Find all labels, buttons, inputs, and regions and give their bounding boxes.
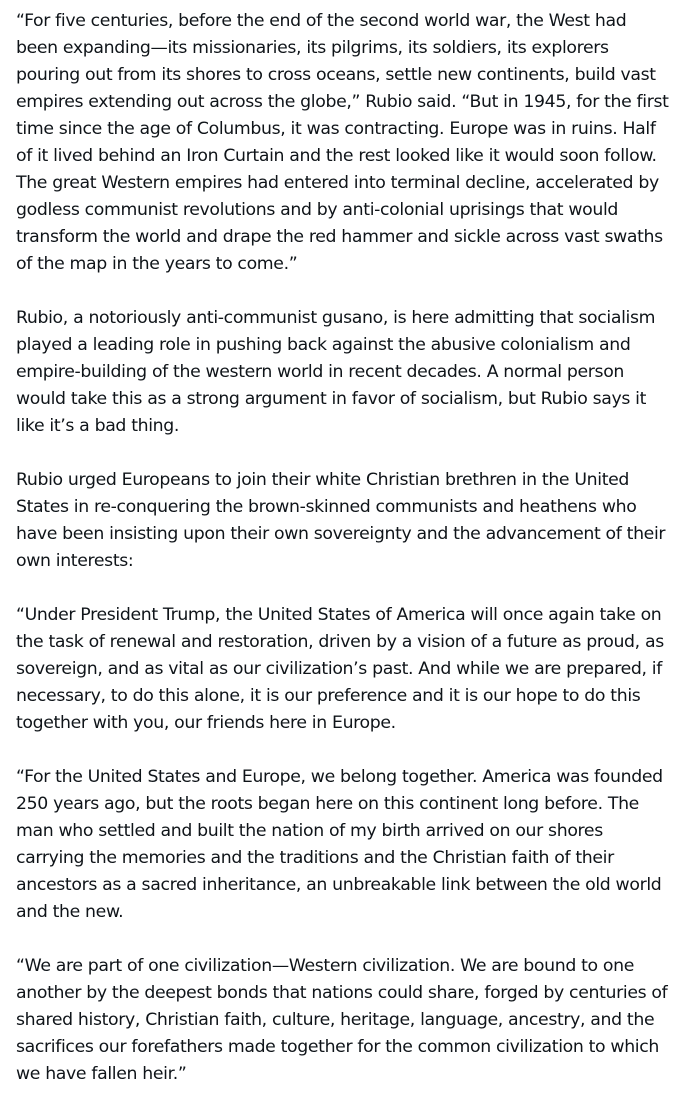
post-paragraph-3: Rubio urged Europeans to join their white Christian brethren in the United States in re-conquering the brown-skinned communists and heathens who have been insisting upon their own sovereignty and the advancement of their own interests: — [16, 470, 666, 571]
post-paragraph-6: “We are part of one civilization—Western civilization. We are bound to one another by the deepest bonds that nations could share, forged by centuries of shared history, Christian faith, culture, heritage, language, ancestry, and the sacrifices our forefathers made together for the common civilization to which we have fallen heir.” — [16, 956, 668, 1084]
post-paragraph-4: “Under President Trump, the United States of America will once again take on the task of renewal and restoration, driven by a vision of a future as proud, as sovereign, and as vital as our civilization’s past. And while we are prepared, if necessary, to do this alone, it is our preference and it is our hope to do this together with you, our friends here in Europe. — [16, 605, 664, 733]
post-paragraph-2: Rubio, a notoriously anti-communist gusano, is here admitting that socialism played a leading role in pushing back against the abusive colonialism and empire-building of the western world in recent decades. A normal person would take this as a strong argument in favor of socialism, but Rubio says it like it’s a bad thing. — [16, 308, 656, 436]
post-paragraph-5: “For the United States and Europe, we belong together. America was founded 250 years ago, but the roots began here on this continent long before. The man who settled and built the nation of my birth arrived on our shores carrying the memories and the traditions and the Christian faith of their ancestors as a sacred inheritance, an unbreakable link between the old world and the new. — [16, 767, 663, 922]
post-paragraph-1: “For five centuries, before the end of the second world war, the West had been expanding—its missionaries, its pilgrims, its soldiers, its explorers pouring out from its shores to cross oceans, settle new continents, build vast empires extending out across the globe,” Rubio said. “But in 1945, for the first time since the age of Columbus, it was contracting. Europe was in ruins. Half of it lived behind an Iron Curtain and the rest looked like it would soon follow. The great Western empires had entered into terminal decline, accelerated by godless communist revolutions and by anti-colonial uprisings that would transform the world and drape the red hammer and sickle across vast swaths of the map in the years to come.” — [16, 11, 669, 274]
